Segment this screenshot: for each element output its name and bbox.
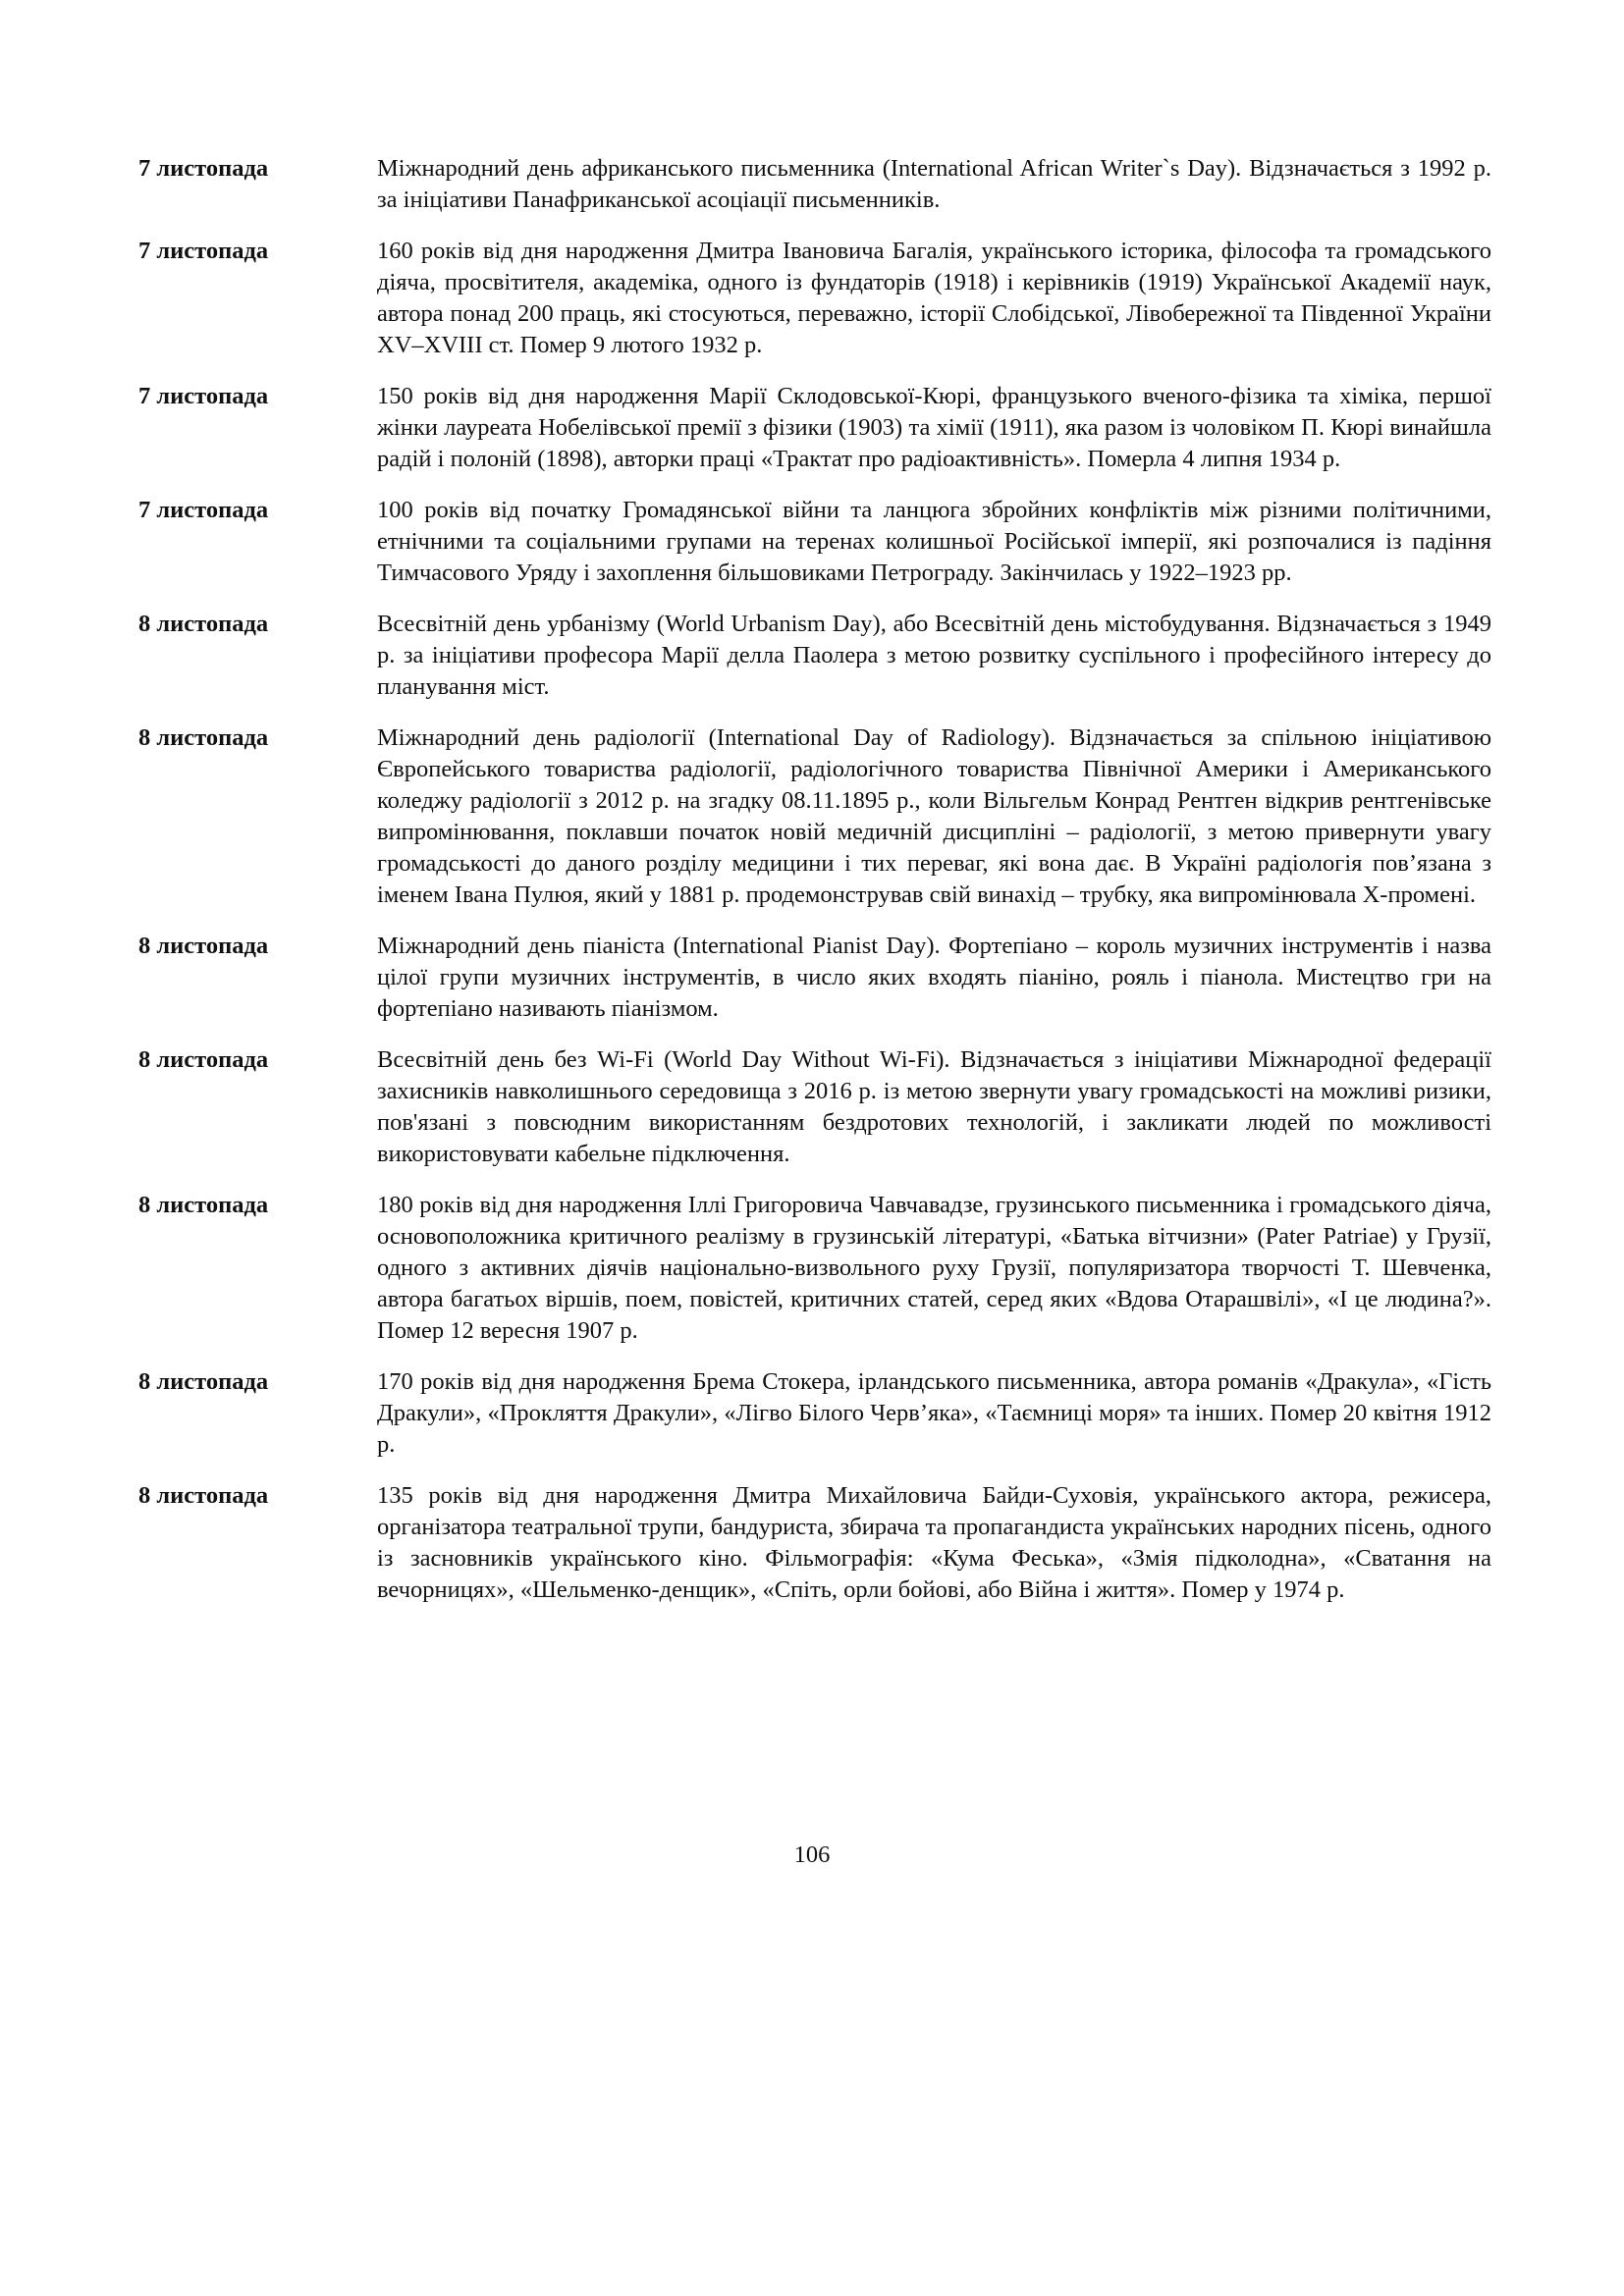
entry-date: 8 листопада: [138, 1368, 269, 1395]
calendar-entry: [138, 495, 1491, 589]
calendar-entry: [138, 381, 1491, 475]
calendar-entry: [138, 1190, 1491, 1347]
entry-description: Всесвітній день урбанізму (World Urbanism Day), або Всесвітній день містобудування. Відзначається з 1949 р. за ініціативи професора Марії делла Паолера з метою розвитку суспільного і професійного інтересу до планування міст.: [377, 611, 1491, 700]
calendar-entries: [138, 153, 1491, 1626]
entry-date: 7 листопада: [138, 497, 269, 523]
entry-date: 8 листопада: [138, 724, 269, 751]
entry-description: 180 років від дня народження Іллі Григоровича Чавчавадзе, грузинського письменника і громадського діяча, основоположника критичного реалізму в грузинській літературі, «Батька вітчизни» (Pater Patriae) у Грузії, одного з активних діячів національно-визвольного руху Грузії, популяризатора творчості Т. Шевченка, автора багатьох віршів, поем, повістей, критичних статей, серед яких «Вдова Отарашвілі», «І це людина?». Помер 12 вересня 1907 р.: [377, 1192, 1491, 1344]
calendar-entry: [138, 1480, 1491, 1606]
entry-description: 135 років від дня народження Дмитра Михайловича Байди-Суховія, українського актора, режисера, організатора театральної трупи, бандуриста, збирача та пропагандиста українських народних пісень, одного із засновників українського кіно. Фільмографія: «Кума Феська», «Змія підколодна», «Сватання на вечорницях», «Шельменко-денщик», «Спіть, орли бойові, або Війна і життя». Помер у 1974 р.: [377, 1482, 1491, 1603]
calendar-entry: [138, 153, 1491, 216]
page-number: 106: [793, 1842, 831, 1868]
entry-date: 8 листопада: [138, 1046, 269, 1073]
entry-date: 8 листопада: [138, 1482, 269, 1509]
entry-description: Міжнародний день африканського письменника (International African Writer`s Day). Відзначається з 1992 р. за ініціативи Панафриканської асоціації письменників.: [377, 155, 1491, 213]
entry-date: 7 листопада: [138, 155, 269, 182]
calendar-entry: [138, 1366, 1491, 1461]
entry-description: 170 років від дня народження Брема Стокера, ірландського письменника, автора романів «Дракула», «Гість Дракули», «Прокляття Дракули», «Лігво Білого Черв’яка», «Таємниці моря» та інших. Помер 20 квітня 1912 р.: [377, 1368, 1491, 1458]
entry-description: Всесвітній день без Wi-Fi (World Day Without Wi-Fi). Відзначається з ініціативи Міжнародної федерації захисників навколишнього середовища з 2016 р. із метою звернути увагу громадськості на можливі ризики, пов'язані з повсюдним використанням бездротових технологій, і закликати людей по можливості використовувати кабельне підключення.: [377, 1046, 1491, 1167]
calendar-entry: [138, 1044, 1491, 1170]
entry-description: 160 років від дня народження Дмитра Івановича Багалія, українського історика, філософа та громадського діяча, просвітителя, академіка, одного із фундаторів (1918) і керівників (1919) Української Академії наук, автора понад 200 праць, які стосуються, переважно, історії Слобідської, Лівобережної та Південної України XV–XVIII ст. Помер 9 лютого 1932 р.: [377, 238, 1491, 358]
entry-description: Міжнародний день піаніста (International Pianist Day). Фортепіано – король музичних інструментів і назва цілої групи музичних інструментів, в число яких входять піаніно, рояль і піанола. Мистецтво гри на фортепіано називають піанізмом.: [377, 933, 1491, 1022]
calendar-entry: [138, 722, 1491, 911]
calendar-entry: [138, 609, 1491, 703]
entry-date: 7 листопада: [138, 383, 269, 409]
calendar-entry: [138, 236, 1491, 361]
entry-description: Міжнародний день радіології (International Day of Radiology). Відзначається за спільною ініціативою Європейського товариства радіології, радіологічного товариства Північної Америки і Американського коледжу радіології з 2012 р. на згадку 08.11.1895 р., коли Вільгельм Конрад Рентген відкрив рентгенівське випромінювання, поклавши початок новій медичній дисципліні – радіології, з метою привернути увагу громадськості до даного розділу медицини і тих переваг, які вона дає. В Україні радіологія пов’язана з іменем Івана Пулюя, який у 1881 р. продемонстрував свій винахід – трубку, яка випромінювала Х-промені.: [377, 724, 1491, 908]
calendar-entry: [138, 931, 1491, 1025]
entry-description: 100 років від початку Громадянської війни та ланцюга збройних конфліктів між різними політичними, етнічними та соціальними групами на теренах колишньої Російської імперії, які розпочалися із падіння Тимчасового Уряду і захоплення більшовиками Петрограду. Закінчилась у 1922–1923 рр.: [377, 497, 1491, 586]
entry-date: 8 листопада: [138, 611, 269, 637]
entry-date: 7 листопада: [138, 238, 269, 264]
entry-date: 8 листопада: [138, 1192, 269, 1218]
entry-description: 150 років від дня народження Марії Склодовської-Кюрі, французького вченого-фізика та хіміка, першої жінки лауреата Нобелівської премії з фізики (1903) та хімії (1911), яка разом із чоловіком П. Кюрі винайшла радій і полоній (1898), авторки праці «Трактат про радіоактивність». Померла 4 липня 1934 р.: [377, 383, 1491, 472]
entry-date: 8 листопада: [138, 933, 269, 959]
